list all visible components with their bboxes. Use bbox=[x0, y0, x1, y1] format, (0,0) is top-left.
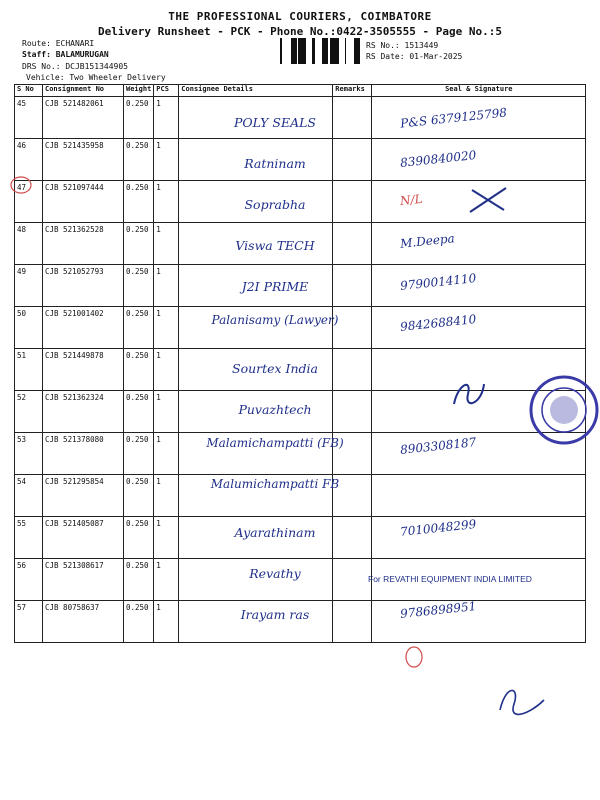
row-pcs: 1 bbox=[154, 601, 179, 643]
consignee-handwriting: J2I PRIME bbox=[241, 279, 309, 294]
row-circle-mark bbox=[10, 176, 32, 194]
signature-note: For REVATHI EQUIPMENT INDIA LIMITED bbox=[368, 574, 532, 584]
row-consignment: CJB 521482061 bbox=[43, 97, 124, 139]
consignee-handwriting: Soprabha bbox=[244, 197, 306, 212]
row-pcs: 1 bbox=[154, 307, 179, 349]
row-sno: 46 bbox=[15, 139, 43, 181]
row-weight: 0.250 bbox=[124, 559, 154, 601]
consignee-handwriting: Sourtex India bbox=[232, 361, 318, 376]
col-signature: Seal & Signature bbox=[372, 85, 586, 97]
consignee-handwriting: Malamichampatti (FB) bbox=[206, 436, 344, 450]
signature-note: M.Deepa bbox=[399, 231, 456, 251]
row-consignment: CJB 521308617 bbox=[43, 559, 124, 601]
row-sno: 47 bbox=[15, 181, 43, 223]
vehicle-field: Vehicle: Two Wheeler Delivery bbox=[26, 73, 166, 82]
consignee-handwriting: Palanisamy (Lawyer) bbox=[211, 313, 339, 327]
signature-note: 8903308187 bbox=[399, 435, 477, 457]
row-consignment: CJB 521378080 bbox=[43, 433, 124, 475]
consignee-handwriting: Ratninam bbox=[244, 156, 306, 171]
row-consignment: CJB 80758637 bbox=[43, 601, 124, 643]
row-weight: 0.250 bbox=[124, 265, 154, 307]
row-sno: 55 bbox=[15, 517, 43, 559]
row-sno: 50 bbox=[15, 307, 43, 349]
row-pcs: 1 bbox=[154, 265, 179, 307]
signature-note: 7010048299 bbox=[399, 517, 477, 539]
row-sno: 52 bbox=[15, 391, 43, 433]
signature-note: 9786898951 bbox=[399, 599, 477, 621]
signature-note: P&S 6379125798 bbox=[399, 105, 508, 131]
row-weight: 0.250 bbox=[124, 349, 154, 391]
col-sno: S No bbox=[15, 85, 43, 97]
runsheet-title: Delivery Runsheet - PCK - Phone No.:0422-3505555 - Page No.:5 bbox=[98, 25, 502, 38]
row-sno: 56 bbox=[15, 559, 43, 601]
row-pcs: 1 bbox=[154, 433, 179, 475]
row-pcs: 1 bbox=[154, 349, 179, 391]
bottom-circle-mark bbox=[404, 646, 424, 668]
row-weight: 0.250 bbox=[124, 433, 154, 475]
row-weight: 0.250 bbox=[124, 391, 154, 433]
row-sno: 48 bbox=[15, 223, 43, 265]
consignee-handwriting: Puvazhtech bbox=[238, 402, 312, 417]
delivery-seal-stamp bbox=[528, 374, 600, 446]
row-pcs: 1 bbox=[154, 181, 179, 223]
consignee-handwriting: Revathy bbox=[249, 566, 301, 581]
col-consignee: Consignee Details bbox=[179, 85, 333, 97]
row-consignment: CJB 521405087 bbox=[43, 517, 124, 559]
consignee-handwriting: Irayam ras bbox=[240, 607, 310, 622]
row-pcs: 1 bbox=[154, 139, 179, 181]
row-consignment: CJB 521449878 bbox=[43, 349, 124, 391]
staff-field: Staff: BALAMURUGAN bbox=[22, 50, 109, 59]
row-sno: 57 bbox=[15, 601, 43, 643]
row-consignment: CJB 521001402 bbox=[43, 307, 124, 349]
signature-note: 9842688410 bbox=[399, 312, 477, 334]
row-consignment: CJB 521435958 bbox=[43, 139, 124, 181]
rs-date: RS Date: 01-Mar-2025 bbox=[366, 52, 463, 61]
consignee-handwriting: Viswa TECH bbox=[235, 238, 315, 253]
table-header-row bbox=[15, 85, 586, 97]
signature-note: N/L bbox=[399, 191, 424, 209]
col-pcs: PCS bbox=[154, 85, 179, 97]
col-consignment: Consignment No bbox=[43, 85, 124, 97]
row-pcs: 1 bbox=[154, 475, 179, 517]
scribble-signature bbox=[490, 680, 550, 720]
row-pcs: 1 bbox=[154, 517, 179, 559]
row-sno: 51 bbox=[15, 349, 43, 391]
consignee-handwriting: Malumichampatti FB bbox=[210, 477, 340, 491]
row-weight: 0.250 bbox=[124, 601, 154, 643]
barcode-image bbox=[276, 38, 362, 64]
row-weight: 0.250 bbox=[124, 181, 154, 223]
col-remarks: Remarks bbox=[333, 85, 372, 97]
row-sno: 49 bbox=[15, 265, 43, 307]
row-consignment: CJB 521362528 bbox=[43, 223, 124, 265]
scribble-signature bbox=[448, 374, 488, 410]
row-weight: 0.250 bbox=[124, 139, 154, 181]
row-pcs: 1 bbox=[154, 97, 179, 139]
company-name: THE PROFESSIONAL COURIERS, COIMBATORE bbox=[168, 10, 432, 23]
row-sno: 53 bbox=[15, 433, 43, 475]
row-weight: 0.250 bbox=[124, 97, 154, 139]
consignee-handwriting: POLY SEALS bbox=[234, 115, 316, 130]
route-field: Route: ECHANARI bbox=[22, 39, 95, 48]
row-pcs: 1 bbox=[154, 223, 179, 265]
rs-number: RS No.: 1513449 bbox=[366, 41, 439, 50]
signature-note: 8390840020 bbox=[399, 148, 477, 170]
row-signature-cell bbox=[372, 475, 586, 517]
row-consignment: CJB 521097444 bbox=[43, 181, 124, 223]
signature-note: 9790014110 bbox=[399, 271, 477, 293]
row-weight: 0.250 bbox=[124, 307, 154, 349]
row-weight: 0.250 bbox=[124, 517, 154, 559]
row-pcs: 1 bbox=[154, 391, 179, 433]
row-consignment: CJB 521052793 bbox=[43, 265, 124, 307]
row-weight: 0.250 bbox=[124, 223, 154, 265]
row-consignment: CJB 521295854 bbox=[43, 475, 124, 517]
row-weight: 0.250 bbox=[124, 475, 154, 517]
row-pcs: 1 bbox=[154, 559, 179, 601]
col-weight: Weight bbox=[124, 85, 154, 97]
row-sno: 54 bbox=[15, 475, 43, 517]
drs-field: DRS No.: DCJB151344905 bbox=[22, 62, 128, 71]
consignee-handwriting: Ayarathinam bbox=[234, 525, 316, 540]
row-sno: 45 bbox=[15, 97, 43, 139]
row-consignment: CJB 521362324 bbox=[43, 391, 124, 433]
strike-mark bbox=[468, 186, 508, 214]
